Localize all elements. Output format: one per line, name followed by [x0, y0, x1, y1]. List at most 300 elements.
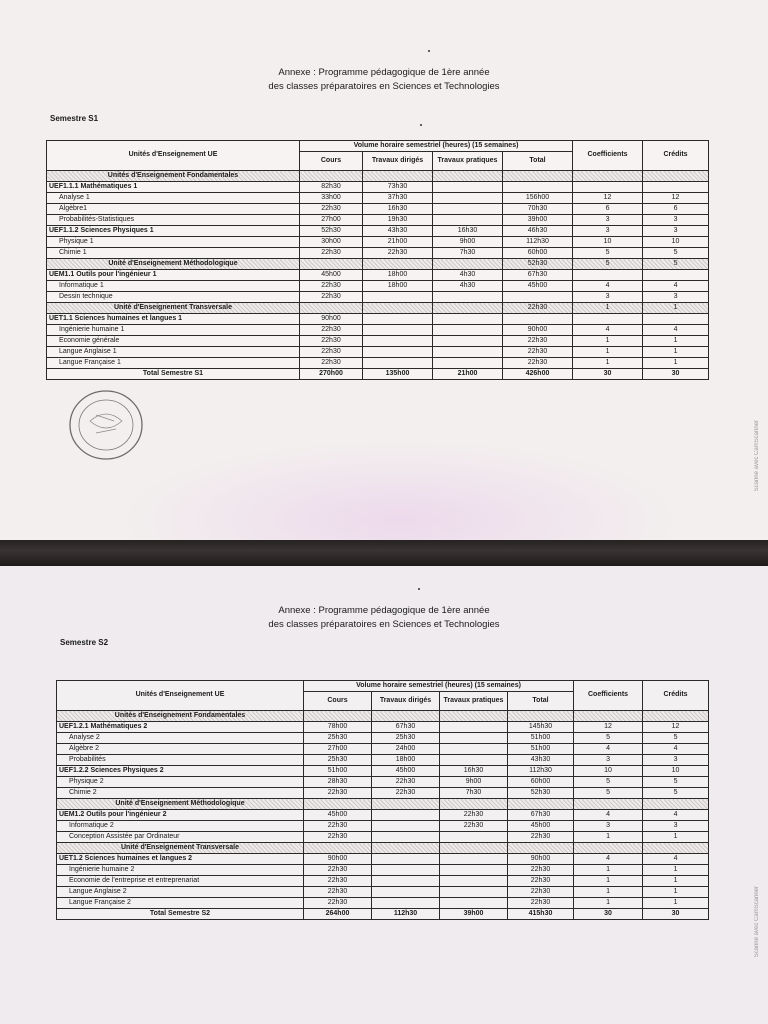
- cell-coef: 30: [573, 369, 643, 380]
- cell-total: 426h00: [503, 369, 573, 380]
- cell-total: 112h30: [503, 237, 573, 248]
- table-row: [57, 755, 709, 766]
- cell-td: [372, 799, 440, 810]
- cell-cours: 51h00: [304, 766, 372, 777]
- cell-coef: [573, 270, 643, 281]
- row-label: Informatique 2: [57, 821, 304, 832]
- row-label: Langue Anglaise 1: [47, 347, 300, 358]
- cell-tp: 9h00: [433, 237, 503, 248]
- cell-cours: 22h30: [304, 898, 372, 909]
- cell-credits: 5: [643, 259, 709, 270]
- cell-credits: 3: [643, 821, 709, 832]
- cell-tp: [433, 303, 503, 314]
- table-row: [47, 270, 709, 281]
- table-row: [47, 171, 709, 182]
- semester-label: Semestre S1: [50, 114, 99, 123]
- cell-total: 22h30: [503, 358, 573, 369]
- cell-cours: 33h00: [300, 193, 363, 204]
- row-label: Unité d'Enseignement Transversale: [47, 303, 300, 314]
- cell-td: [363, 314, 433, 325]
- table-row: [57, 711, 709, 722]
- header-coefficients: Coefficients: [574, 681, 643, 711]
- row-label: Unité d'Enseignement Méthodologique: [57, 799, 304, 810]
- cell-td: 22h30: [372, 788, 440, 799]
- cell-td: 135h00: [363, 369, 433, 380]
- cell-cours: 270h00: [300, 369, 363, 380]
- row-label: Unités d'Enseignement Fondamentales: [47, 171, 300, 182]
- cell-total: 52h30: [503, 259, 573, 270]
- table-row: [57, 733, 709, 744]
- cell-tp: 16h30: [440, 766, 508, 777]
- cell-cours: [304, 799, 372, 810]
- cell-coef: 30: [574, 909, 643, 920]
- cell-coef: 10: [574, 766, 643, 777]
- cell-td: [372, 865, 440, 876]
- cell-coef: 12: [573, 193, 643, 204]
- cell-credits: 1: [643, 347, 709, 358]
- row-label: Physique 1: [47, 237, 300, 248]
- cell-td: 45h00: [372, 766, 440, 777]
- table-row: [47, 292, 709, 303]
- cell-tp: 9h00: [440, 777, 508, 788]
- cell-cours: 27h00: [304, 744, 372, 755]
- header-credits: Crédits: [643, 681, 709, 711]
- cell-total: 43h30: [508, 755, 574, 766]
- header-total: Total: [503, 152, 573, 171]
- table-row: [57, 821, 709, 832]
- cell-tp: 22h30: [440, 821, 508, 832]
- row-label: Langue Française 2: [57, 898, 304, 909]
- cell-tp: [433, 325, 503, 336]
- cell-credits: 1: [643, 865, 709, 876]
- table-row: [57, 799, 709, 810]
- cell-coef: 3: [574, 821, 643, 832]
- cell-coef: 5: [574, 788, 643, 799]
- cell-cours: 22h30: [300, 248, 363, 259]
- table-row: [47, 358, 709, 369]
- cell-td: [372, 821, 440, 832]
- row-label: UEF1.1.2 Sciences Physiques 1: [47, 226, 300, 237]
- cell-td: 22h30: [372, 777, 440, 788]
- page-title-line-1: Annexe : Programme pédagogique de 1ère année: [278, 67, 490, 78]
- cell-td: [372, 887, 440, 898]
- program-table-s2: [56, 680, 709, 920]
- cell-coef: 4: [574, 810, 643, 821]
- cell-credits: 4: [643, 281, 709, 292]
- cell-credits: 1: [643, 303, 709, 314]
- cell-total: [503, 171, 573, 182]
- header-ue: Unités d'Enseignement UE: [47, 141, 300, 171]
- cell-total: 67h30: [508, 810, 574, 821]
- cell-cours: 25h30: [304, 755, 372, 766]
- cell-credits: 4: [643, 854, 709, 865]
- row-label: Unités d'Enseignement Fondamentales: [57, 711, 304, 722]
- cell-credits: [643, 799, 709, 810]
- header-row: [57, 681, 709, 692]
- cell-coef: 4: [574, 744, 643, 755]
- cell-cours: [304, 711, 372, 722]
- table-row: [57, 865, 709, 876]
- cell-total: 45h00: [503, 281, 573, 292]
- cell-total: 156h00: [503, 193, 573, 204]
- cell-coef: 1: [573, 358, 643, 369]
- header-total: Total: [508, 692, 574, 711]
- page-title-line-2: des classes préparatoires en Sciences et Technologies: [268, 619, 500, 630]
- cell-cours: 90h00: [300, 314, 363, 325]
- cell-tp: [440, 887, 508, 898]
- cell-cours: 22h30: [300, 358, 363, 369]
- cell-credits: 1: [643, 358, 709, 369]
- cell-total: [503, 314, 573, 325]
- cell-tp: [433, 314, 503, 325]
- cell-total: 52h30: [508, 788, 574, 799]
- cell-total: 90h00: [508, 854, 574, 865]
- cell-credits: 1: [643, 832, 709, 843]
- cell-tp: [433, 182, 503, 193]
- header-coefficients: Coefficients: [573, 141, 643, 171]
- row-label: Physique 2: [57, 777, 304, 788]
- cell-credits: 1: [643, 876, 709, 887]
- cell-td: 67h30: [372, 722, 440, 733]
- cell-tp: [433, 193, 503, 204]
- row-label: Analyse 1: [47, 193, 300, 204]
- cell-coef: 3: [574, 755, 643, 766]
- table-row: [57, 722, 709, 733]
- cell-td: [363, 259, 433, 270]
- table-row: [47, 237, 709, 248]
- row-label: Chimie 1: [47, 248, 300, 259]
- header-cours: Cours: [300, 152, 363, 171]
- cell-td: [363, 292, 433, 303]
- cell-total: 90h00: [503, 325, 573, 336]
- cell-coef: [573, 314, 643, 325]
- cell-tp: [440, 722, 508, 733]
- table-row: [57, 766, 709, 777]
- cell-coef: 1: [574, 832, 643, 843]
- cell-cours: 22h30: [304, 887, 372, 898]
- header-row: [47, 141, 709, 152]
- page-gap: [0, 540, 768, 566]
- cell-td: [363, 325, 433, 336]
- cell-credits: [643, 171, 709, 182]
- table-row: [47, 204, 709, 215]
- cell-cours: 264h00: [304, 909, 372, 920]
- cell-coef: [574, 711, 643, 722]
- cell-total: 22h30: [508, 887, 574, 898]
- cell-credits: 12: [643, 193, 709, 204]
- cell-cours: 22h30: [300, 204, 363, 215]
- cell-tp: 7h30: [440, 788, 508, 799]
- cell-tp: [433, 215, 503, 226]
- table-row: [57, 909, 709, 920]
- cell-cours: 30h00: [300, 237, 363, 248]
- table-row: [57, 843, 709, 854]
- cell-tp: [440, 843, 508, 854]
- table-row: [57, 810, 709, 821]
- cell-tp: [433, 292, 503, 303]
- cell-cours: 22h30: [304, 788, 372, 799]
- cell-td: 73h30: [363, 182, 433, 193]
- row-label: Total Semestre S2: [57, 909, 304, 920]
- cell-credits: 5: [643, 788, 709, 799]
- cell-tp: [433, 358, 503, 369]
- cell-coef: 5: [574, 777, 643, 788]
- cell-tp: [440, 898, 508, 909]
- cell-total: 67h30: [503, 270, 573, 281]
- table-row: [57, 788, 709, 799]
- semester-label: Semestre S2: [60, 638, 109, 647]
- cell-credits: 6: [643, 204, 709, 215]
- cell-cours: 28h30: [304, 777, 372, 788]
- cell-total: 415h30: [508, 909, 574, 920]
- row-label: UEM1.1 Outils pour l'ingénieur 1: [47, 270, 300, 281]
- row-label: Unité d'Enseignement Méthodologique: [47, 259, 300, 270]
- cell-credits: 1: [643, 887, 709, 898]
- cell-tp: 4h30: [433, 281, 503, 292]
- row-label: Langue Anglaise 2: [57, 887, 304, 898]
- cell-credits: 1: [643, 898, 709, 909]
- table-row: [57, 887, 709, 898]
- cell-cours: 52h30: [300, 226, 363, 237]
- header-td: Travaux dirigés: [363, 152, 433, 171]
- table-row: [47, 369, 709, 380]
- cell-cours: [300, 171, 363, 182]
- cell-td: [363, 303, 433, 314]
- cell-td: 16h30: [363, 204, 433, 215]
- cell-coef: 5: [573, 259, 643, 270]
- cell-coef: 1: [574, 887, 643, 898]
- cell-coef: 3: [573, 292, 643, 303]
- cell-coef: 1: [574, 865, 643, 876]
- row-label: Economie générale: [47, 336, 300, 347]
- cell-credits: 10: [643, 766, 709, 777]
- cell-tp: [440, 876, 508, 887]
- row-label: Probabilités: [57, 755, 304, 766]
- page-semester-2: [0, 566, 768, 1024]
- cell-cours: 45h00: [300, 270, 363, 281]
- cell-td: [372, 832, 440, 843]
- cell-tp: [440, 832, 508, 843]
- cell-tp: [433, 336, 503, 347]
- table-row: [57, 832, 709, 843]
- table-body: [47, 141, 709, 380]
- cell-cours: 22h30: [300, 347, 363, 358]
- row-label: Dessin technique: [47, 292, 300, 303]
- cell-total: 60h00: [508, 777, 574, 788]
- cell-credits: [643, 711, 709, 722]
- row-label: UET1.2 Sciences humaines et langues 2: [57, 854, 304, 865]
- cell-cours: 22h30: [300, 336, 363, 347]
- cell-total: [508, 843, 574, 854]
- cell-tp: [433, 259, 503, 270]
- cell-td: 21h00: [363, 237, 433, 248]
- cell-total: 22h30: [503, 336, 573, 347]
- row-label: Langue Française 1: [47, 358, 300, 369]
- row-label: Economie de l'entreprise et entreprenariat: [57, 876, 304, 887]
- cell-coef: 4: [574, 854, 643, 865]
- cell-total: 22h30: [503, 347, 573, 358]
- cell-td: 22h30: [363, 248, 433, 259]
- cell-coef: 3: [573, 226, 643, 237]
- cell-credits: 3: [643, 292, 709, 303]
- cell-total: 60h00: [503, 248, 573, 259]
- row-label: Conception Assistée par Ordinateur: [57, 832, 304, 843]
- cell-coef: 1: [573, 347, 643, 358]
- cell-cours: 22h30: [304, 832, 372, 843]
- cell-coef: 10: [573, 237, 643, 248]
- cell-coef: 4: [573, 325, 643, 336]
- cell-td: 112h30: [372, 909, 440, 920]
- row-label: UEF1.2.1 Mathématiques 2: [57, 722, 304, 733]
- row-label: UEF1.2.2 Sciences Physiques 2: [57, 766, 304, 777]
- header-tp: Travaux pratiques: [433, 152, 503, 171]
- cell-td: [363, 171, 433, 182]
- cell-tp: 7h30: [433, 248, 503, 259]
- cell-cours: 22h30: [304, 865, 372, 876]
- cell-coef: 3: [573, 215, 643, 226]
- cell-tp: [440, 755, 508, 766]
- table-body: [57, 681, 709, 920]
- row-label: Ingénierie humaine 2: [57, 865, 304, 876]
- cell-td: 25h30: [372, 733, 440, 744]
- scanner-watermark: Scanné avec CamScanner: [754, 886, 760, 958]
- cell-cours: [300, 259, 363, 270]
- cell-coef: 6: [573, 204, 643, 215]
- cell-total: 39h00: [503, 215, 573, 226]
- cell-cours: [304, 843, 372, 854]
- row-label: Probabilités-Statistiques: [47, 215, 300, 226]
- header-tp: Travaux pratiques: [440, 692, 508, 711]
- cell-coef: 5: [574, 733, 643, 744]
- cell-cours: 22h30: [300, 292, 363, 303]
- table-row: [47, 215, 709, 226]
- cell-total: 22h30: [503, 303, 573, 314]
- table-row: [47, 314, 709, 325]
- cell-tp: 4h30: [433, 270, 503, 281]
- cell-td: [363, 336, 433, 347]
- cell-td: [372, 810, 440, 821]
- header-volume: Volume horaire semestriel (heures) (15 semaines): [300, 141, 573, 152]
- cell-td: 37h30: [363, 193, 433, 204]
- cell-tp: [440, 799, 508, 810]
- cell-td: [363, 358, 433, 369]
- table-row: [57, 898, 709, 909]
- table-row: [57, 876, 709, 887]
- cell-tp: [440, 711, 508, 722]
- cell-cours: 90h00: [304, 854, 372, 865]
- cell-credits: [643, 270, 709, 281]
- cell-cours: 22h30: [300, 325, 363, 336]
- cell-tp: 22h30: [440, 810, 508, 821]
- cell-total: 51h00: [508, 744, 574, 755]
- row-label: Algèbre 2: [57, 744, 304, 755]
- cell-credits: 30: [643, 369, 709, 380]
- cell-td: 24h00: [372, 744, 440, 755]
- cell-coef: 5: [573, 248, 643, 259]
- cell-td: 43h30: [363, 226, 433, 237]
- cell-credits: 3: [643, 226, 709, 237]
- cell-td: [372, 711, 440, 722]
- cell-cours: 82h30: [300, 182, 363, 193]
- row-label: Unité d'Enseignement Transversale: [57, 843, 304, 854]
- cell-credits: 4: [643, 744, 709, 755]
- cell-cours: [300, 303, 363, 314]
- cell-cours: 22h30: [304, 876, 372, 887]
- cell-coef: [574, 843, 643, 854]
- cell-credits: [643, 182, 709, 193]
- cell-cours: 22h30: [304, 821, 372, 832]
- cell-credits: [643, 843, 709, 854]
- page-title-line-1: Annexe : Programme pédagogique de 1ère année: [278, 605, 490, 616]
- row-label: Ingénierie humaine 1: [47, 325, 300, 336]
- cell-tp: [440, 733, 508, 744]
- cell-credits: 3: [643, 755, 709, 766]
- cell-total: 145h30: [508, 722, 574, 733]
- cell-coef: 4: [573, 281, 643, 292]
- cell-total: 51h00: [508, 733, 574, 744]
- cell-total: 112h30: [508, 766, 574, 777]
- cell-cours: 78h00: [304, 722, 372, 733]
- cell-credits: 10: [643, 237, 709, 248]
- cell-credits: 3: [643, 215, 709, 226]
- cell-td: 19h30: [363, 215, 433, 226]
- table-row: [47, 347, 709, 358]
- table-row: [47, 248, 709, 259]
- header-cours: Cours: [304, 692, 372, 711]
- cell-td: [363, 347, 433, 358]
- page-title-line-2: des classes préparatoires en Sciences et Technologies: [268, 81, 500, 92]
- row-label: UEF1.1.1 Mathématiques 1: [47, 182, 300, 193]
- cell-coef: 1: [574, 898, 643, 909]
- row-label: Informatique 1: [47, 281, 300, 292]
- cell-coef: [573, 171, 643, 182]
- cell-credits: 5: [643, 248, 709, 259]
- cell-total: [508, 711, 574, 722]
- cell-credits: 4: [643, 810, 709, 821]
- cell-credits: [643, 314, 709, 325]
- cell-tp: [433, 204, 503, 215]
- table-row: [47, 259, 709, 270]
- row-label: UEM1.2 Outils pour l'ingénieur 2: [57, 810, 304, 821]
- cell-td: [372, 843, 440, 854]
- cell-total: 45h00: [508, 821, 574, 832]
- cell-coef: 12: [574, 722, 643, 733]
- cell-credits: 4: [643, 325, 709, 336]
- cell-total: [503, 292, 573, 303]
- cell-tp: [440, 865, 508, 876]
- row-label: Chimie 2: [57, 788, 304, 799]
- table-row: [57, 777, 709, 788]
- program-table-s1: [46, 140, 709, 380]
- cell-cours: 45h00: [304, 810, 372, 821]
- cell-coef: 1: [573, 336, 643, 347]
- scanner-watermark: Scanné avec CamScanner: [754, 420, 760, 492]
- cell-credits: 30: [643, 909, 709, 920]
- cell-tp: 39h00: [440, 909, 508, 920]
- table-row: [47, 325, 709, 336]
- cell-td: [372, 898, 440, 909]
- table-row: [47, 281, 709, 292]
- cell-credits: 5: [643, 777, 709, 788]
- table-row: [57, 854, 709, 865]
- table-row: [47, 226, 709, 237]
- cell-tp: [433, 171, 503, 182]
- cell-total: 46h30: [503, 226, 573, 237]
- cell-td: 18h00: [363, 281, 433, 292]
- header-td: Travaux dirigés: [372, 692, 440, 711]
- cell-total: [508, 799, 574, 810]
- cell-credits: 1: [643, 336, 709, 347]
